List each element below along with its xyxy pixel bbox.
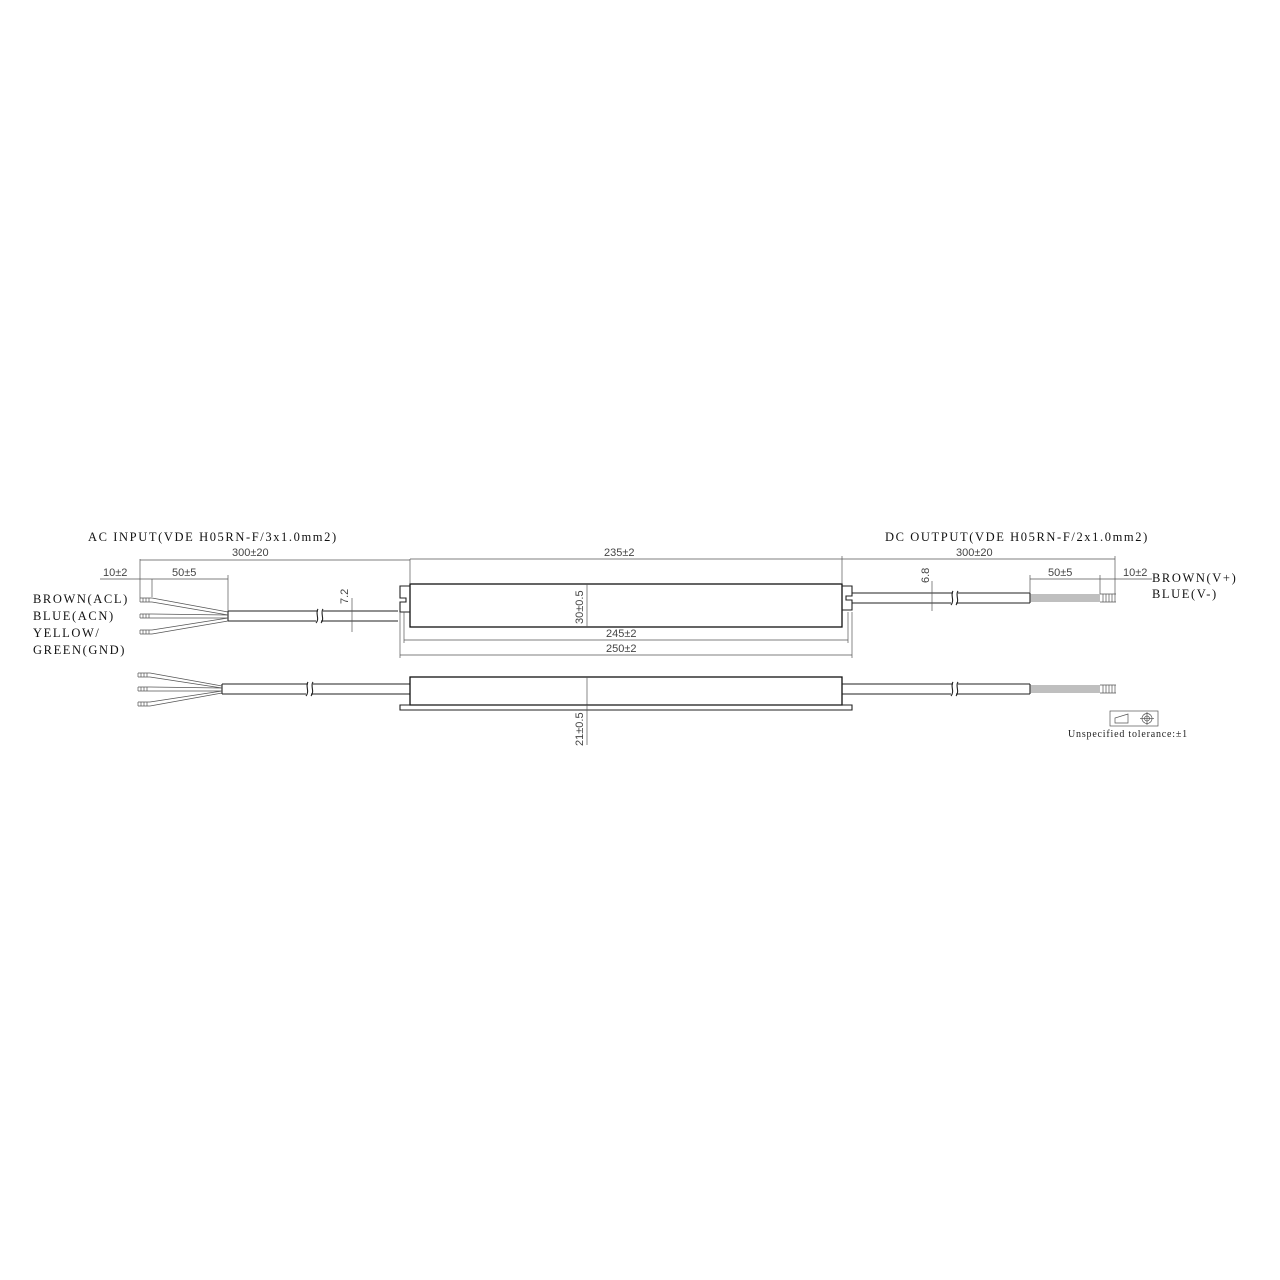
mount-ear-right-icon	[842, 586, 852, 610]
ac-wire-blue: BLUE(ACN)	[33, 609, 115, 623]
ac-input-cable	[140, 598, 398, 634]
dim-ac-cable-diameter: 7.2	[339, 588, 351, 604]
driver-body-top	[410, 584, 842, 627]
dim-dc-jacket-strip: 50±5	[1048, 567, 1073, 579]
dim-body-width: 30±0.5	[574, 590, 586, 624]
tolerance-note: Unspecified tolerance:±1	[1068, 729, 1188, 740]
dc-output-cable	[852, 591, 1116, 605]
ac-wire-green: GREEN(GND)	[33, 643, 127, 657]
dim-dc-cable-length: 300±20	[956, 547, 993, 559]
dim-ac-cable-length: 300±20	[232, 547, 269, 559]
ac-input-title: AC INPUT(VDE H05RN-F/3x1.0mm2)	[88, 530, 338, 544]
driver-body-side	[410, 677, 842, 705]
projection-symbol-icon	[1110, 711, 1158, 726]
dim-dc-strip: 10±2	[1123, 567, 1148, 579]
dim-ac-strip: 10±2	[103, 567, 128, 579]
dim-dc-cable-diameter: 6.8	[920, 567, 932, 583]
dim-ac-jacket-strip: 50±5	[172, 567, 197, 579]
dim-body-height: 21±0.5	[574, 712, 586, 746]
dc-wire-blue: BLUE(V-)	[1152, 587, 1218, 601]
side-view	[138, 673, 1116, 746]
dc-wire-brown: BROWN(V+)	[1152, 571, 1238, 585]
dim-mount-length: 245±2	[606, 628, 637, 640]
ac-wire-yellow: YELLOW/	[33, 626, 101, 640]
dim-overall-length: 250±2	[606, 643, 637, 655]
mount-flange-icon	[400, 705, 852, 710]
dc-output-title: DC OUTPUT(VDE H05RN-F/2x1.0mm2)	[885, 530, 1149, 544]
mount-ear-left-icon	[400, 586, 410, 612]
ac-wire-brown: BROWN(ACL)	[33, 592, 129, 606]
top-view	[100, 547, 1152, 658]
dim-body-length: 235±2	[604, 547, 635, 559]
